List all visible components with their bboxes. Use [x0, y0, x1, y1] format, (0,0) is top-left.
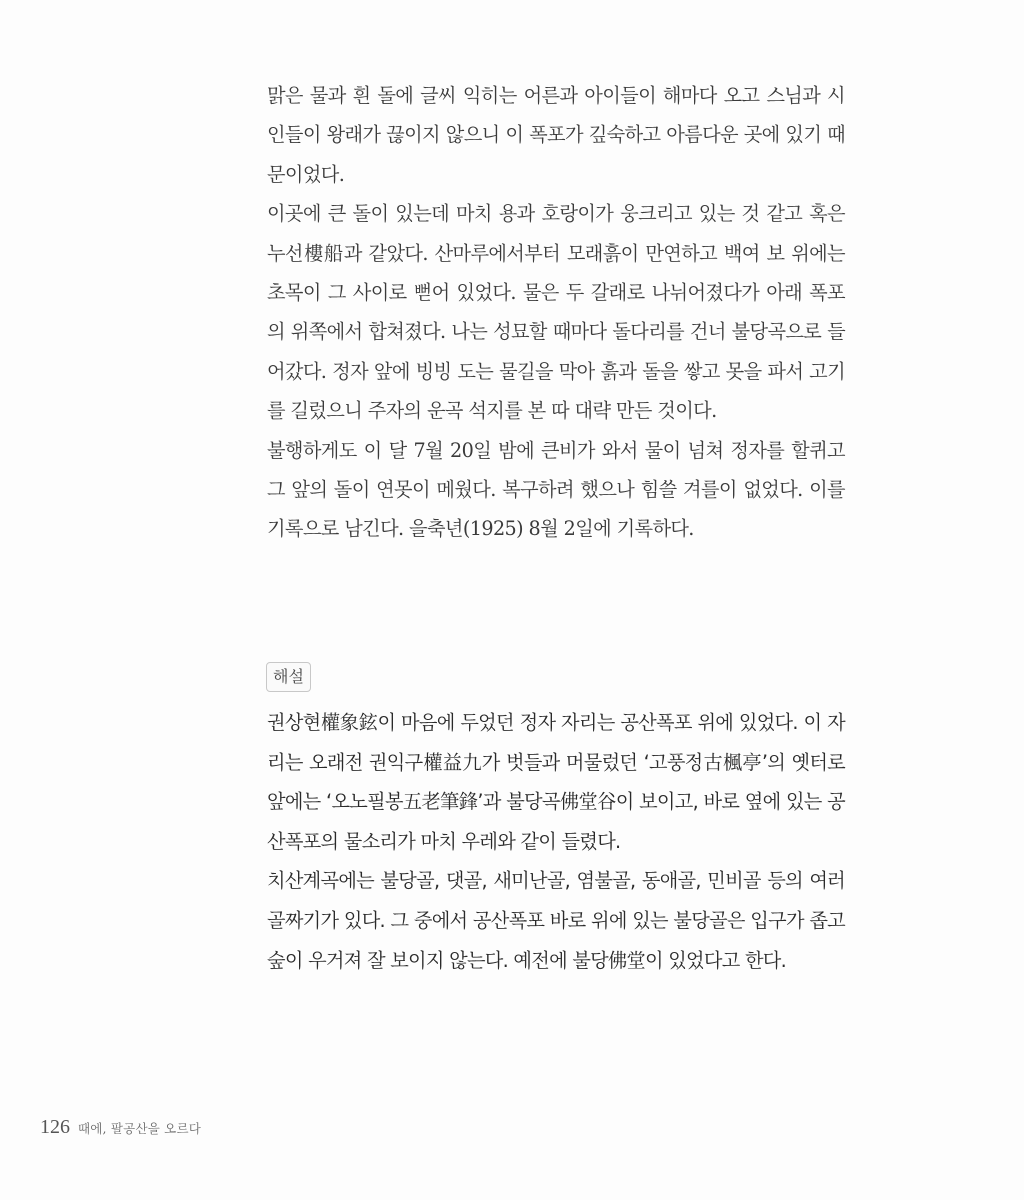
main-text-block	[267, 76, 845, 549]
commentary-text-block	[267, 703, 845, 980]
main-paragraph: 불행하게도 이 달 7월 20일 밤에 큰비가 와서 물이 넘쳐 정자를 할퀴고 그 앞의 돌이 연못이 메웠다. 복구하려 했으나 힘쓸 겨를이 없었다. 이를 기록으로 남긴다. 을축년(1925) 8월 2일에 기록하다.	[267, 438, 845, 541]
commentary-paragraph: 치산계곡에는 불당골, 댓골, 새미난골, 염불골, 동애골, 민비골 등의 여러 골짜기가 있다. 그 중에서 공산폭포 바로 위에 있는 불당골은 입구가 좁고 숲이 우거져 잘 보이지 않는다. 예전에 불당佛堂이 있었다고 한다.	[267, 869, 845, 972]
page-number: 126	[40, 1116, 70, 1138]
running-title: 때에, 팔공산을 오르다	[78, 1121, 201, 1136]
page-footer	[40, 1116, 201, 1139]
commentary-paragraph: 권상현權象鉉이 마음에 두었던 정자 자리는 공산폭포 위에 있었다. 이 자리는 오래전 권익구權益九가 벗들과 머물렀던 ‘고풍정古楓亭’의 옛터로 앞에는 ‘오노필봉五老筆鋒’과 불당곡佛堂谷이 보이고, 바로 옆에 있는 공산폭포의 물소리가 마치 우레와 같이 들렸다.	[267, 711, 845, 853]
main-paragraph: 이곳에 큰 돌이 있는데 마치 용과 호랑이가 웅크리고 있는 것 같고 혹은 누선樓船과 같았다. 산마루에서부터 모래흙이 만연하고 백여 보 위에는 초목이 그 사이로 뻗어 있었다. 물은 두 갈래로 나뉘어졌다가 아래 폭포의 위쪽에서 합쳐졌다. 나는 성묘할 때마다 돌다리를 건너 불당곡으로 들어갔다. 정자 앞에 빙빙 도는 물길을 막아 흙과 돌을 쌓고 못을 파서 고기를 길렀으니 주자의 운곡 석지를 본 따 대략 만든 것이다.	[267, 202, 845, 423]
commentary-label: 해설	[266, 662, 311, 692]
main-paragraph: 맑은 물과 흰 돌에 글씨 익히는 어른과 아이들이 해마다 오고 스님과 시인들이 왕래가 끊이지 않으니 이 폭포가 깊숙하고 아름다운 곳에 있기 때문이었다.	[267, 84, 845, 186]
